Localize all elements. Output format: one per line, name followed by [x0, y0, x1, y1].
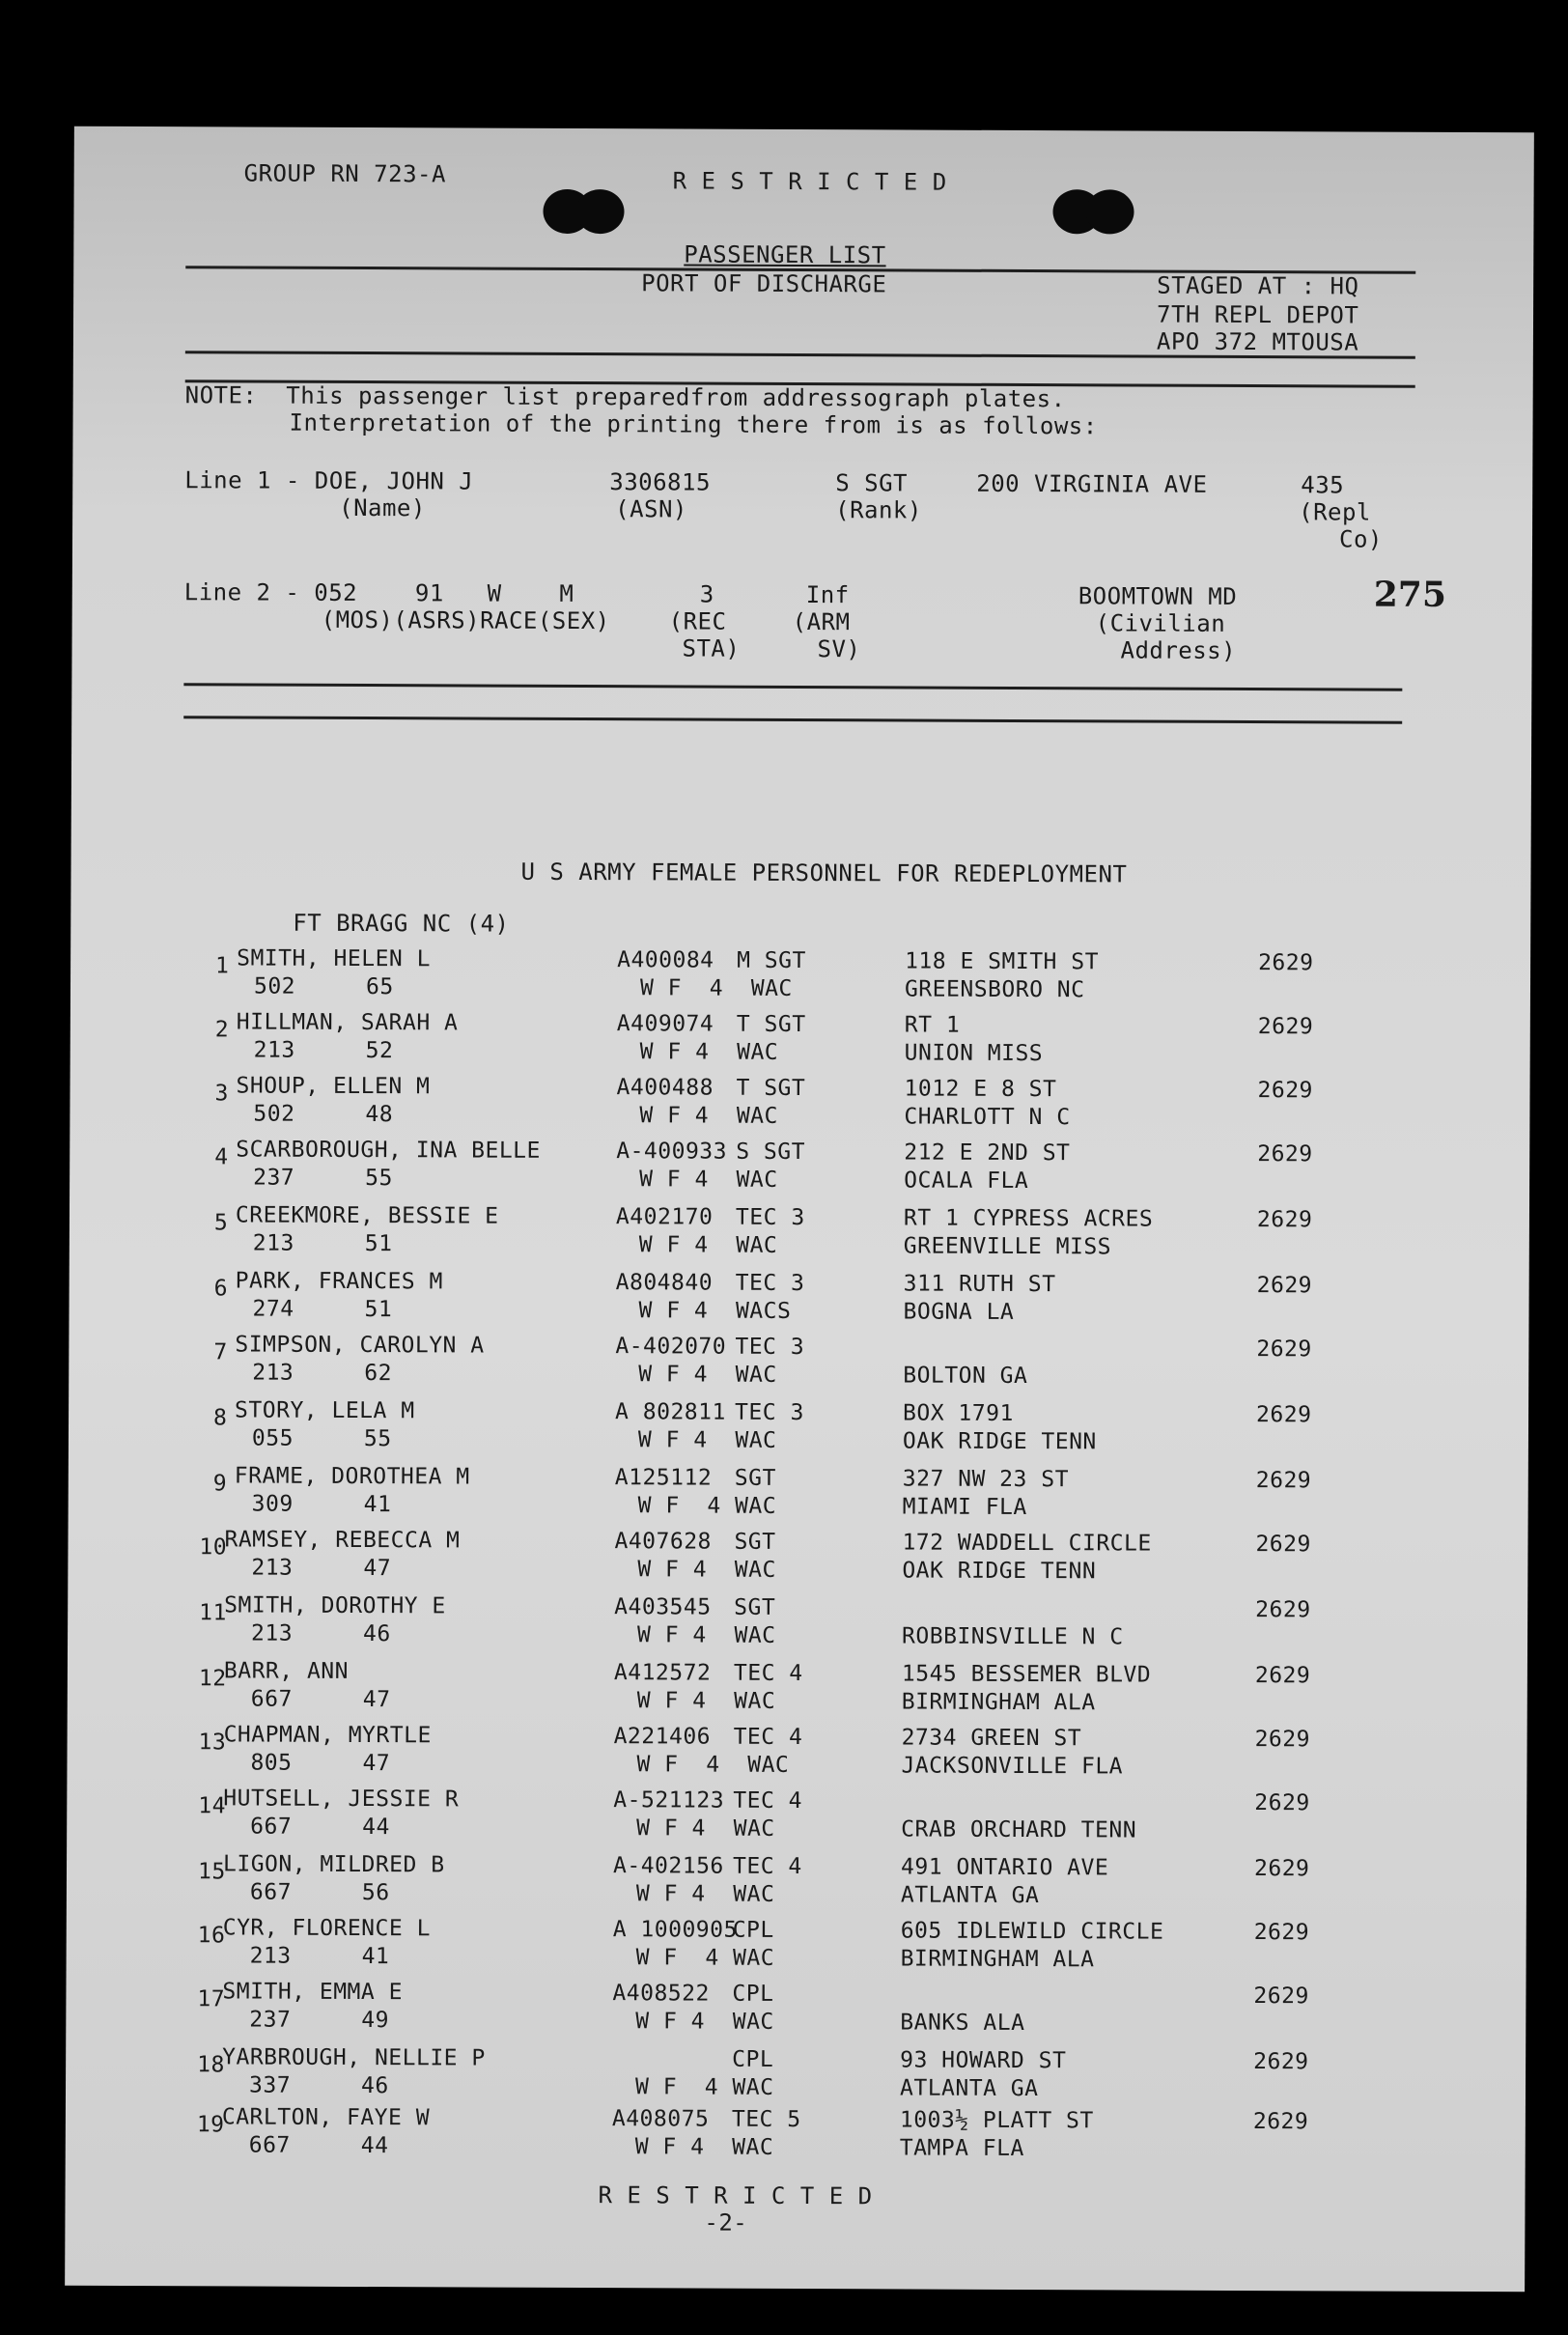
entry-asrs: 47 [362, 1687, 391, 1713]
entry-asn: A408075 [611, 2106, 710, 2132]
entry-mos: 309 [251, 1491, 294, 1517]
entry-mos: 213 [252, 1360, 294, 1386]
entry-code: 2629 [1255, 1532, 1311, 1558]
entry-address: RT 1 [904, 1012, 961, 1038]
passenger-row [198, 1658, 1390, 1721]
entry-asn: A402170 [615, 1204, 714, 1230]
entry-code: 2629 [1256, 1336, 1312, 1363]
passenger-row [213, 1463, 1391, 1526]
entry-address: 2734 GREEN ST [901, 1725, 1082, 1752]
entry-race-sex-wac: W F 4 WAC [637, 1622, 776, 1648]
example-rec: 3 [699, 580, 714, 608]
classification-top: R E S T R I C T E D [672, 167, 947, 196]
punch-hole-right-b [1085, 189, 1134, 234]
entry-asrs: 55 [365, 1166, 393, 1192]
page-stamp-number: 275 [1373, 574, 1447, 615]
entry-code: 2629 [1258, 950, 1314, 976]
group-heading: FT BRAGG NC (4) [293, 909, 510, 938]
entry-name: HUTSELL, JESSIE R [223, 1786, 460, 1813]
entry-rank: SGT [734, 1465, 776, 1491]
entry-asn: A400084 [617, 947, 714, 973]
example-co-label-2: Co) [1338, 525, 1383, 553]
entry-name: HILLMAN, SARAH A [236, 1009, 459, 1036]
group-number: GROUP RN 723-A [243, 159, 447, 188]
entry-mos: 667 [249, 1879, 293, 1905]
passenger-row [213, 1397, 1391, 1460]
entry-mos: 805 [250, 1750, 293, 1776]
entry-city-state: BOLTON GA [903, 1363, 1028, 1390]
entry-asn: A400488 [616, 1075, 714, 1101]
entry-rank: TEC 3 [735, 1270, 805, 1297]
entry-asn: A 802811 [615, 1399, 726, 1425]
entry-rank: SGT [734, 1594, 776, 1620]
entry-name: CYR, FLORENCE L [222, 1915, 432, 1942]
entry-code: 2629 [1254, 1790, 1310, 1816]
entry-asrs: 41 [361, 1944, 390, 1970]
entry-name: CHAPMAN, MYRTLE [223, 1722, 432, 1749]
entry-mos: 213 [251, 1555, 294, 1581]
entry-race-sex-wac: W F 4 WAC [636, 1688, 776, 1714]
entry-asrs: 46 [360, 2073, 389, 2099]
entry-rank: TEC 5 [731, 2106, 801, 2133]
entry-race-sex-wac: W F 4 WAC [634, 2074, 774, 2100]
document-page [65, 127, 1534, 2293]
entry-address: 118 E SMITH ST [905, 948, 1100, 975]
entry-city-state: GREENSBORO NC [904, 976, 1085, 1003]
passenger-row [213, 1268, 1391, 1331]
entry-rank: TEC 4 [732, 1853, 802, 1880]
entry-number: 9 [212, 1471, 228, 1497]
entry-rank: T SGT [736, 1075, 806, 1102]
entry-city-state: ATLANTA GA [900, 1882, 1040, 1909]
entry-name: YARBROUGH, NELLIE P [222, 2044, 486, 2071]
entry-rank: TEC 3 [735, 1334, 805, 1361]
entry-city-state: ROBBINSVILLE N C [902, 1623, 1124, 1650]
entry-address: 1003½ PLATT ST [899, 2107, 1094, 2134]
example-rec-label-2: STA) [682, 634, 741, 662]
example-rec-label-1: (REC [668, 607, 727, 635]
entry-code: 2629 [1257, 1141, 1313, 1168]
staged-at: STAGED AT : HQ [1157, 271, 1359, 300]
entry-mos: 667 [248, 2132, 291, 2158]
entry-race-sex-wac: W F 4 WAC [636, 1815, 775, 1842]
entry-code: 2629 [1253, 1983, 1309, 2010]
entry-address: 491 ONTARIO AVE [900, 1854, 1109, 1881]
entry-city-state: JACKSONVILLE FLA [901, 1753, 1124, 1780]
entry-number: 15 [197, 1859, 226, 1885]
entry-name: STORY, LELA M [235, 1397, 415, 1424]
passenger-row [197, 1851, 1389, 1914]
entry-name: BARR, ANN [223, 1658, 350, 1684]
entry-code: 2629 [1255, 1468, 1312, 1494]
entry-asrs: 56 [361, 1880, 390, 1906]
passenger-row [199, 1592, 1390, 1655]
punch-hole-left-b [575, 189, 624, 234]
passenger-row [198, 1786, 1389, 1848]
entry-asrs: 65 [365, 974, 394, 1000]
entry-race-sex-wac: W F 4 WAC [635, 1881, 775, 1907]
entry-number: 10 [199, 1534, 228, 1561]
entry-name: CARLTON, FAYE W [221, 2104, 431, 2131]
passenger-row [215, 1009, 1393, 1072]
entry-code: 2629 [1256, 1207, 1313, 1233]
entry-rank: SGT [734, 1529, 776, 1555]
entry-asn: A-521123 [613, 1787, 725, 1814]
entry-city-state: UNION MISS [904, 1040, 1044, 1067]
passenger-row [196, 2104, 1388, 2167]
entry-code: 2629 [1253, 1856, 1310, 1882]
passenger-row [215, 945, 1393, 1008]
entry-address: 212 E 2ND ST [904, 1139, 1071, 1167]
example-civ-label-1: (Civilian [1095, 609, 1226, 637]
entry-asrs: 41 [363, 1492, 392, 1518]
entry-race-sex-wac: W F 4 WAC [639, 1167, 778, 1193]
entry-race-sex-wac: W F 4 WAC [639, 1103, 778, 1129]
note-line-a: NOTE: This passenger list preparedfrom addressograph plates. [184, 381, 1066, 413]
entry-race-sex-wac: W F 4 WAC [638, 1362, 777, 1388]
passenger-row [199, 1527, 1390, 1589]
example-line-2-labels: (MOS)(ASRS)RACE(SEX) [321, 605, 610, 635]
entry-mos: 237 [249, 2007, 292, 2033]
list-subtitle: PORT OF DISCHARGE [641, 269, 887, 298]
entry-address: 93 HOWARD ST [900, 2047, 1067, 2074]
entry-rank: S SGT [736, 1139, 806, 1166]
entry-asn: A412572 [613, 1660, 712, 1686]
entry-asrs: 47 [363, 1556, 392, 1582]
entry-asn: A408522 [612, 1981, 710, 2007]
entry-city-state: MIAMI FLA [902, 1494, 1027, 1521]
page-number: -2- [704, 2208, 748, 2237]
entry-mos: 213 [249, 1943, 292, 1969]
passenger-row [214, 1137, 1392, 1199]
entry-asn: A221406 [613, 1724, 712, 1750]
passenger-row [197, 1979, 1388, 2041]
example-arm-label-1: (ARM [792, 607, 851, 636]
example-asn-label: (ASN) [615, 495, 687, 523]
entry-city-state: BIRMINGHAM ALA [900, 1946, 1095, 1973]
example-rank: S SGT [835, 469, 909, 497]
entry-number: 6 [213, 1276, 229, 1302]
entry-mos: 213 [251, 1620, 294, 1646]
entry-mos: 337 [248, 2072, 292, 2098]
passenger-row [213, 1332, 1391, 1394]
entry-mos: 667 [250, 1814, 293, 1840]
passenger-row [197, 2044, 1388, 2107]
entry-address: 1012 E 8 ST [904, 1076, 1057, 1103]
entry-race-sex-wac: W F 4 WAC [637, 1557, 776, 1583]
entry-race-sex-wac: W F 4 WAC [637, 1427, 777, 1453]
entry-address: 327 NW 23 ST [902, 1466, 1070, 1493]
entry-code: 2629 [1252, 2109, 1309, 2135]
entry-mos: 213 [253, 1037, 295, 1063]
entry-rank: TEC 4 [733, 1787, 803, 1815]
note-rule-2 [183, 716, 1402, 724]
entry-city-state: OAK RIDGE TENN [902, 1558, 1097, 1585]
entry-number: 3 [214, 1081, 229, 1107]
entry-race-sex-wac: W F 4 WAC [638, 1232, 778, 1258]
entry-asrs: 46 [363, 1621, 391, 1647]
entry-code: 2629 [1257, 1014, 1314, 1040]
entry-address: 605 IDLEWILD CIRCLE [900, 1918, 1164, 1945]
entry-rank: M SGT [737, 947, 806, 974]
entry-mos: 667 [250, 1686, 293, 1712]
entry-city-state: BIRMINGHAM ALA [901, 1689, 1096, 1716]
entry-name: PARK, FRANCES M [235, 1268, 443, 1295]
example-name-label: (Name) [339, 493, 426, 522]
entry-race-sex-wac: W F 4 WAC [639, 975, 793, 1001]
entry-name: SIMPSON, CAROLYN A [235, 1332, 485, 1359]
entry-mos: 274 [252, 1296, 294, 1322]
entry-code: 2629 [1254, 1663, 1311, 1689]
entry-city-state: CRAB ORCHARD TENN [901, 1816, 1137, 1843]
entry-number: 16 [197, 1923, 226, 1949]
entry-number: 7 [213, 1339, 228, 1365]
example-arm: Inf [805, 581, 850, 609]
entry-code: 2629 [1255, 1597, 1311, 1623]
passenger-row [214, 1073, 1392, 1136]
note-line-b: Interpretation of the printing there from is as follows: [289, 408, 1098, 440]
entry-number: 4 [214, 1144, 229, 1170]
passenger-row [198, 1722, 1389, 1785]
entry-number: 2 [214, 1017, 230, 1043]
example-rank-label: (Rank) [835, 496, 922, 524]
entry-rank: TEC 4 [733, 1724, 803, 1751]
entry-asrs: 49 [361, 2008, 390, 2034]
entry-city-state: BOGNA LA [903, 1299, 1015, 1325]
entry-address: 1545 BESSEMER BLVD [901, 1661, 1152, 1688]
entry-address: RT 1 CYPRESS ACRES [903, 1205, 1154, 1232]
entry-race-sex-wac: W F 4 WACS [638, 1298, 792, 1324]
entry-city-state: CHARLOTT N C [904, 1104, 1071, 1131]
entry-mos: 502 [253, 1101, 295, 1127]
entry-rank: TEC 3 [735, 1399, 804, 1426]
entry-rank: CPL [732, 2046, 774, 2072]
entry-number: 19 [196, 2112, 225, 2138]
entry-asn: A403545 [614, 1594, 712, 1620]
entry-mos: 213 [252, 1230, 294, 1256]
entry-mos: 502 [253, 973, 296, 999]
entry-asrs: 55 [363, 1426, 392, 1452]
staged-depot: 7TH REPL DEPOT [1156, 300, 1359, 329]
entry-name: RAMSEY, REBECCA M [224, 1527, 461, 1554]
entry-race-sex-wac: W F 4 WAC [637, 1493, 777, 1519]
example-line-1: Line 1 - DOE, JOHN J [184, 466, 474, 495]
example-co-label-1: (Repl [1299, 498, 1371, 526]
entry-asrs: 44 [360, 2133, 389, 2159]
entry-race-sex-wac: W F 4 WAC [639, 1039, 779, 1065]
example-co: 435 [1301, 471, 1345, 499]
section-title: U S ARMY FEMALE PERSONNEL FOR REDEPLOYMENT [520, 858, 1128, 888]
entry-name: FRAME, DOROTHEA M [234, 1463, 470, 1490]
entry-code: 2629 [1253, 2049, 1309, 2075]
entry-code: 2629 [1256, 1402, 1312, 1428]
entry-asn: A 1000905 [612, 1917, 738, 1943]
entry-mos: 237 [253, 1165, 295, 1191]
entry-name: CREEKMORE, BESSIE E [235, 1202, 499, 1229]
example-arm-label-2: SV) [817, 635, 861, 663]
entry-city-state: BANKS ALA [900, 2010, 1025, 2037]
entry-city-state: TAMPA FLA [899, 2135, 1024, 2162]
entry-number: 5 [213, 1210, 229, 1236]
entry-name: SMITH, HELEN L [237, 945, 432, 972]
entry-address: BOX 1791 [903, 1400, 1014, 1426]
entry-rank: T SGT [736, 1011, 806, 1038]
entry-rank: TEC 3 [735, 1204, 805, 1231]
passenger-row [214, 1202, 1392, 1265]
entry-asrs: 44 [362, 1815, 390, 1841]
entry-asn: A-402070 [615, 1334, 727, 1360]
entry-race-sex-wac: W F 4 WAC [635, 1945, 775, 1971]
entry-number: 13 [198, 1730, 227, 1756]
entry-asrs: 52 [365, 1038, 394, 1064]
entry-asrs: 48 [365, 1102, 394, 1128]
entry-city-state: OCALA FLA [904, 1168, 1029, 1195]
example-city: BOOMTOWN MD [1078, 582, 1238, 610]
note-rule-1 [183, 683, 1402, 691]
entry-asrs: 51 [364, 1231, 393, 1257]
entry-code: 2629 [1257, 1078, 1313, 1104]
entry-asrs: 51 [364, 1297, 393, 1323]
entry-name: SCARBOROUGH, INA BELLE [236, 1137, 541, 1164]
entry-race-sex-wac: W F 4 WAC [634, 2134, 774, 2160]
example-civ-label-2: Address) [1120, 636, 1237, 664]
entry-mos: 055 [251, 1425, 294, 1451]
entry-name: SMITH, EMMA E [222, 1979, 404, 2006]
entry-number: 1 [215, 953, 230, 979]
entry-asn: A407628 [614, 1529, 712, 1555]
entry-code: 2629 [1256, 1273, 1313, 1299]
entry-city-state: GREENVILLE MISS [903, 1233, 1112, 1260]
entry-number: 17 [197, 1986, 226, 2012]
entry-number: 14 [198, 1793, 227, 1819]
entry-address: 172 WADDELL CIRCLE [902, 1530, 1152, 1557]
entry-asn: A409074 [616, 1011, 714, 1037]
entry-number: 18 [197, 2052, 225, 2078]
entry-asn: A804840 [615, 1270, 714, 1296]
entry-city-state: ATLANTA GA [899, 2075, 1039, 2102]
entry-name: SMITH, DOROTHY E [224, 1592, 446, 1619]
entry-race-sex-wac: W F 4 WAC [635, 2009, 774, 2035]
entry-rank: TEC 4 [733, 1660, 803, 1687]
entry-asn: A-400933 [616, 1139, 728, 1165]
example-address: 200 VIRGINIA AVE [976, 469, 1208, 498]
classification-bottom: R E S T R I C T E D [598, 2181, 873, 2210]
entry-rank: CPL [732, 1917, 774, 1943]
entry-name: SHOUP, ELLEN M [236, 1073, 431, 1100]
entry-asrs: 47 [362, 1751, 391, 1777]
entry-asn: A125112 [614, 1465, 713, 1491]
entry-asn: A-402156 [612, 1853, 724, 1879]
passenger-row [197, 1915, 1389, 1978]
list-title: PASSENGER LIST [684, 240, 886, 269]
entry-asrs: 62 [364, 1361, 393, 1387]
entry-rank: CPL [732, 1981, 774, 2007]
entry-code: 2629 [1254, 1727, 1311, 1753]
entry-number: 12 [198, 1666, 227, 1692]
entry-address: 311 RUTH ST [903, 1271, 1056, 1298]
entry-code: 2629 [1253, 1920, 1310, 1946]
staged-apo: APO 372 MTOUSA [1156, 327, 1359, 356]
entry-city-state: OAK RIDGE TENN [902, 1428, 1097, 1455]
example-line-2: Line 2 - 052 91 W M [183, 578, 574, 607]
entry-name: LIGON, MILDRED B [222, 1851, 445, 1878]
entry-number: 11 [199, 1600, 227, 1626]
example-asn: 3306815 [609, 468, 711, 496]
entry-race-sex-wac: W F 4 WAC [636, 1752, 790, 1778]
entry-number: 8 [212, 1405, 228, 1431]
